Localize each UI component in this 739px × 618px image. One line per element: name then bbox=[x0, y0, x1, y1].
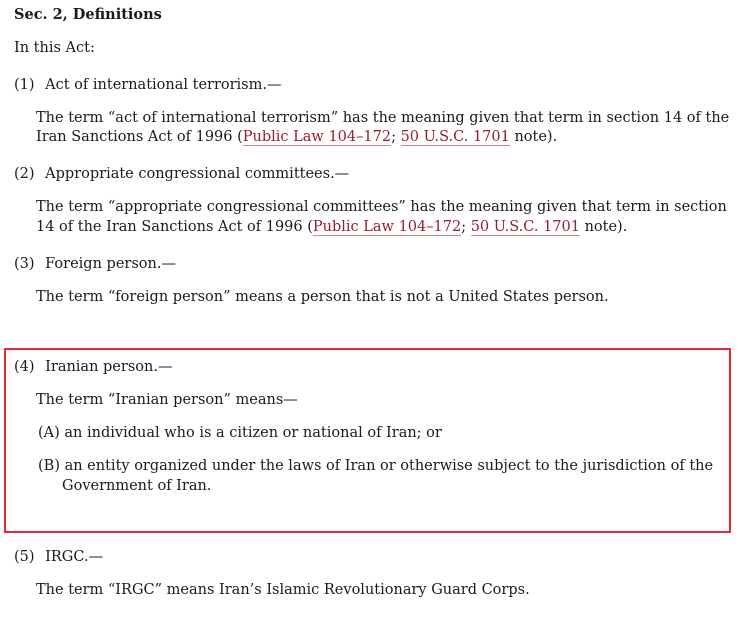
page-title: Sec. 2, Definitions bbox=[14, 6, 162, 23]
citation-separator-1: ; bbox=[391, 129, 401, 146]
definition-term-5: IRGC.— bbox=[45, 549, 104, 565]
definition-number-4: (4) bbox=[14, 359, 35, 375]
definition-body-2-pre: The term “appropriate congressional committees” has the meaning given that term in section 14 of the Iran Sanctions Act of 1996 ( bbox=[36, 199, 727, 235]
definition-number-5: (5) bbox=[14, 549, 35, 565]
definition-term-2: Appropriate congressional committees.— bbox=[45, 166, 350, 183]
definition-clause-4 bbox=[8, 358, 727, 377]
definition-group-4 bbox=[0, 352, 739, 510]
definition-term-3: Foreign person.— bbox=[45, 255, 176, 272]
definition-body-2-post: note). bbox=[579, 218, 628, 235]
definition-subparagraph-4-a bbox=[8, 424, 727, 443]
subparagraph-label-4-b: (B) bbox=[38, 458, 60, 475]
definition-term-4: Iranian person.— bbox=[45, 359, 173, 375]
subparagraph-label-4-a: (A) bbox=[38, 425, 60, 442]
definition-body-5: The term “IRGC” means Iran’s Islamic Revolutionary Guard Corps. bbox=[36, 582, 530, 599]
citation-link-public-law-104-172-a[interactable]: Public Law 104–172 bbox=[242, 129, 392, 146]
definition-number-2: (2) bbox=[14, 166, 35, 183]
definition-group-5 bbox=[0, 548, 739, 618]
definition-term-1: Act of international terrorism.— bbox=[45, 76, 282, 93]
definition-clause-2 bbox=[8, 165, 731, 184]
subparagraph-text-4-b: an entity organized under the laws of Iran or otherwise subject to the jurisdiction of the Government of Iran. bbox=[62, 458, 714, 494]
definition-number-1: (1) bbox=[14, 76, 35, 93]
definition-number-3: (3) bbox=[14, 255, 35, 272]
definition-body-2 bbox=[8, 198, 731, 236]
lead-in-text: In this Act: bbox=[14, 39, 95, 56]
subparagraph-text-4-a: an individual who is a citizen or national of Iran; or bbox=[64, 425, 442, 442]
definition-clause-3 bbox=[8, 255, 731, 274]
definition-clause-1 bbox=[8, 76, 731, 95]
citation-link-50-usc-1701-b[interactable]: 50 U.S.C. 1701 bbox=[470, 218, 580, 235]
definition-subparagraph-4-b bbox=[8, 457, 727, 495]
citation-link-public-law-104-172-b[interactable]: Public Law 104–172 bbox=[312, 218, 462, 235]
definition-body-1-pre: The term “act of international terrorism” has the meaning given that term in section 14 of the Iran Sanctions Act of 1996 ( bbox=[36, 110, 730, 146]
definition-body-3: The term “foreign person” means a person that is not a United States person. bbox=[36, 288, 609, 305]
definition-body-1 bbox=[8, 109, 731, 147]
citation-link-50-usc-1701-a[interactable]: 50 U.S.C. 1701 bbox=[400, 129, 510, 146]
definition-body-1-post: note). bbox=[509, 129, 558, 146]
definition-body-4: The term “Iranian person” means— bbox=[36, 392, 298, 409]
definition-clause-5 bbox=[8, 548, 727, 567]
citation-separator-2: ; bbox=[461, 218, 471, 235]
